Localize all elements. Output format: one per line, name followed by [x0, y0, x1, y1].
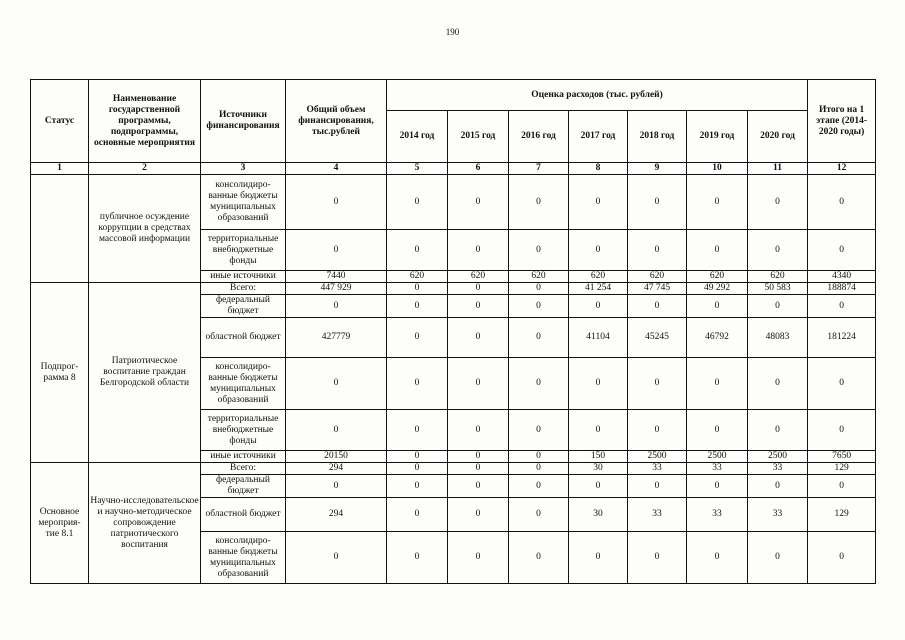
- year-value-cell: 0: [509, 283, 569, 295]
- year-value-cell: 0: [387, 318, 448, 358]
- source-cell: областной бюджет: [201, 498, 286, 532]
- column-number: 7: [509, 163, 569, 175]
- column-number: 9: [628, 163, 687, 175]
- column-number: 12: [808, 163, 876, 175]
- year-value-cell: 0: [509, 230, 569, 271]
- year-value-cell: 0: [448, 475, 509, 498]
- budget-table: [30, 79, 876, 584]
- year-value-cell: 49 292: [687, 283, 748, 295]
- year-value-cell: 0: [509, 295, 569, 318]
- itogo-cell: 4340: [808, 271, 876, 283]
- year-value-cell: 0: [569, 295, 628, 318]
- table-row: [31, 283, 876, 295]
- year-value-cell: 0: [387, 498, 448, 532]
- header-name: Наименование государственной программы, подпрограммы, основные мероприятия: [89, 80, 201, 163]
- source-cell: Всего:: [201, 463, 286, 475]
- year-value-cell: 0: [748, 295, 808, 318]
- total-cell: 294: [286, 463, 387, 475]
- year-value-cell: 0: [628, 295, 687, 318]
- year-value-cell: 0: [687, 410, 748, 451]
- year-value-cell: 33: [748, 463, 808, 475]
- itogo-cell: 0: [808, 358, 876, 410]
- column-number: 10: [687, 163, 748, 175]
- header-total: Общий объем финансирования, тыс.рублей: [286, 80, 387, 163]
- year-value-cell: 0: [448, 498, 509, 532]
- year-value-cell: 2500: [687, 451, 748, 463]
- year-value-cell: 620: [448, 271, 509, 283]
- source-cell: областной бюджет: [201, 318, 286, 358]
- header-year: 2018 год: [628, 111, 687, 163]
- year-value-cell: 33: [687, 463, 748, 475]
- year-value-cell: 0: [387, 358, 448, 410]
- year-value-cell: 0: [448, 463, 509, 475]
- year-value-cell: 47 745: [628, 283, 687, 295]
- year-value-cell: 620: [387, 271, 448, 283]
- year-value-cell: 150: [569, 451, 628, 463]
- year-value-cell: 0: [448, 175, 509, 230]
- year-value-cell: 0: [448, 283, 509, 295]
- source-cell: иные источники: [201, 271, 286, 283]
- year-value-cell: 0: [687, 175, 748, 230]
- year-value-cell: 30: [569, 463, 628, 475]
- year-value-cell: 0: [448, 451, 509, 463]
- header-year: 2015 год: [448, 111, 509, 163]
- year-value-cell: 0: [448, 318, 509, 358]
- year-value-cell: 33: [687, 498, 748, 532]
- total-cell: 0: [286, 532, 387, 584]
- year-value-cell: 0: [509, 175, 569, 230]
- year-value-cell: 0: [628, 475, 687, 498]
- column-number: 6: [448, 163, 509, 175]
- table-body: [31, 175, 876, 584]
- year-value-cell: 2500: [748, 451, 808, 463]
- header-year: 2016 год: [509, 111, 569, 163]
- year-value-cell: 0: [748, 410, 808, 451]
- total-cell: 0: [286, 175, 387, 230]
- year-value-cell: 0: [687, 532, 748, 584]
- year-value-cell: 0: [448, 532, 509, 584]
- year-value-cell: 0: [387, 451, 448, 463]
- year-value-cell: 0: [569, 532, 628, 584]
- year-value-cell: 0: [387, 532, 448, 584]
- column-number: 3: [201, 163, 286, 175]
- total-cell: 0: [286, 475, 387, 498]
- total-cell: 0: [286, 295, 387, 318]
- itogo-cell: 181224: [808, 318, 876, 358]
- column-number: 11: [748, 163, 808, 175]
- year-value-cell: 0: [387, 410, 448, 451]
- status-cell: Подпрог-рамма 8: [31, 283, 89, 463]
- source-cell: федеральный бюджет: [201, 295, 286, 318]
- year-value-cell: 2500: [628, 451, 687, 463]
- source-cell: территориальные внебюджетные фонды: [201, 410, 286, 451]
- year-value-cell: 0: [628, 230, 687, 271]
- year-value-cell: 0: [569, 230, 628, 271]
- header-itogo: Итого на 1 этапе (2014-2020 годы): [808, 80, 876, 163]
- table-row: [31, 463, 876, 475]
- year-value-cell: 0: [569, 175, 628, 230]
- year-value-cell: 41104: [569, 318, 628, 358]
- itogo-cell: 188874: [808, 283, 876, 295]
- header-year: 2020 год: [748, 111, 808, 163]
- year-value-cell: 0: [448, 358, 509, 410]
- year-value-cell: 0: [748, 475, 808, 498]
- year-value-cell: 0: [448, 230, 509, 271]
- header-sources: Источники финансирования: [201, 80, 286, 163]
- page-number: 190: [445, 27, 460, 37]
- year-value-cell: 620: [748, 271, 808, 283]
- total-cell: 427779: [286, 318, 387, 358]
- source-cell: консолидиро-ванные бюджеты муниципальных образований: [201, 532, 286, 584]
- year-value-cell: 30: [569, 498, 628, 532]
- itogo-cell: 0: [808, 410, 876, 451]
- year-value-cell: 0: [509, 358, 569, 410]
- source-cell: консолидиро-ванные бюджеты муниципальных образований: [201, 358, 286, 410]
- itogo-cell: 0: [808, 295, 876, 318]
- year-value-cell: 0: [628, 175, 687, 230]
- source-cell: территориальные внебюджетные фонды: [201, 230, 286, 271]
- year-value-cell: 0: [628, 410, 687, 451]
- year-value-cell: 0: [687, 230, 748, 271]
- total-cell: 0: [286, 358, 387, 410]
- year-value-cell: 0: [448, 410, 509, 451]
- total-cell: 294: [286, 498, 387, 532]
- header-year: 2017 год: [569, 111, 628, 163]
- header-year: 2014 год: [387, 111, 448, 163]
- year-value-cell: 0: [748, 358, 808, 410]
- year-value-cell: 33: [628, 463, 687, 475]
- total-cell: 0: [286, 410, 387, 451]
- year-value-cell: 0: [509, 410, 569, 451]
- column-number: 1: [31, 163, 89, 175]
- year-value-cell: 0: [387, 230, 448, 271]
- year-value-cell: 0: [628, 358, 687, 410]
- total-cell: 7440: [286, 271, 387, 283]
- year-value-cell: 0: [569, 475, 628, 498]
- source-cell: Всего:: [201, 283, 286, 295]
- column-number: 8: [569, 163, 628, 175]
- year-value-cell: 0: [748, 175, 808, 230]
- program-name-cell: Научно-исследовательское и научно-методическое сопровождение патриотического воспитания: [89, 463, 201, 584]
- year-value-cell: 0: [509, 532, 569, 584]
- total-cell: 0: [286, 230, 387, 271]
- year-value-cell: 0: [748, 532, 808, 584]
- status-cell: [31, 175, 89, 283]
- year-value-cell: 620: [509, 271, 569, 283]
- column-number: 5: [387, 163, 448, 175]
- total-cell: 20150: [286, 451, 387, 463]
- year-value-cell: 620: [687, 271, 748, 283]
- year-value-cell: 0: [687, 475, 748, 498]
- year-value-cell: 620: [628, 271, 687, 283]
- year-value-cell: 0: [628, 532, 687, 584]
- year-value-cell: 0: [509, 475, 569, 498]
- itogo-cell: 0: [808, 475, 876, 498]
- total-cell: 447 929: [286, 283, 387, 295]
- year-value-cell: 0: [569, 410, 628, 451]
- year-value-cell: 0: [387, 475, 448, 498]
- year-value-cell: 0: [387, 463, 448, 475]
- year-value-cell: 0: [387, 295, 448, 318]
- source-cell: консолидиро-ванные бюджеты муниципальных образований: [201, 175, 286, 230]
- year-value-cell: 50 583: [748, 283, 808, 295]
- year-value-cell: 45245: [628, 318, 687, 358]
- itogo-cell: 129: [808, 463, 876, 475]
- year-value-cell: 46792: [687, 318, 748, 358]
- table-row: [31, 175, 876, 230]
- source-cell: иные источники: [201, 451, 286, 463]
- year-value-cell: 33: [748, 498, 808, 532]
- year-value-cell: 0: [687, 358, 748, 410]
- year-value-cell: 0: [687, 295, 748, 318]
- program-name-cell: Патриотическое воспитание граждан Белгородской области: [89, 283, 201, 463]
- itogo-cell: 0: [808, 175, 876, 230]
- header-status: Статус: [31, 80, 89, 163]
- year-value-cell: 0: [748, 230, 808, 271]
- year-value-cell: 0: [509, 463, 569, 475]
- year-value-cell: 48083: [748, 318, 808, 358]
- itogo-cell: 0: [808, 230, 876, 271]
- year-value-cell: 41 254: [569, 283, 628, 295]
- year-value-cell: 0: [387, 283, 448, 295]
- year-value-cell: 0: [509, 498, 569, 532]
- year-value-cell: 33: [628, 498, 687, 532]
- year-value-cell: 0: [509, 318, 569, 358]
- year-value-cell: 0: [448, 295, 509, 318]
- itogo-cell: 0: [808, 532, 876, 584]
- header-year: 2019 год: [687, 111, 748, 163]
- header-estimate: Оценка расходов (тыс. рублей): [387, 80, 808, 111]
- itogo-cell: 129: [808, 498, 876, 532]
- itogo-cell: 7650: [808, 451, 876, 463]
- column-number: 2: [89, 163, 201, 175]
- year-value-cell: 0: [569, 358, 628, 410]
- column-number: 4: [286, 163, 387, 175]
- year-value-cell: 0: [387, 175, 448, 230]
- year-value-cell: 620: [569, 271, 628, 283]
- year-value-cell: 0: [509, 451, 569, 463]
- status-cell: Основное мероприя-тие 8.1: [31, 463, 89, 584]
- source-cell: федеральный бюджет: [201, 475, 286, 498]
- program-name-cell: публичное осуждение коррупции в средствах массовой информации: [89, 175, 201, 283]
